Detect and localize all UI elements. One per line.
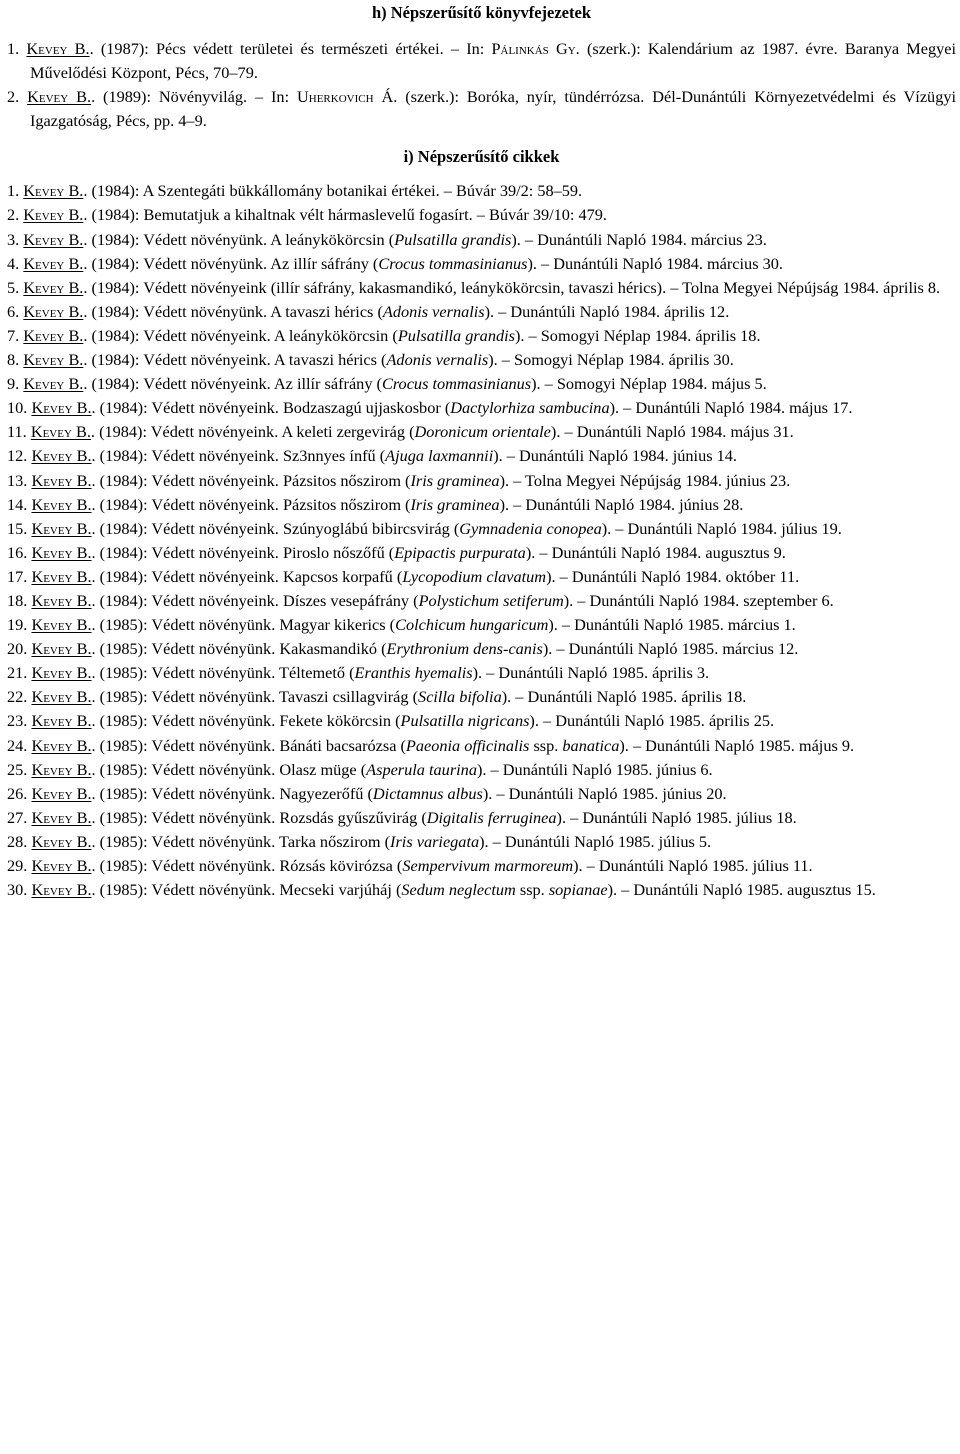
entry-text: (szerk.): Boróka, nyír, tündérrózsa. Dél-Dunántúli Környezetvédelmi és Vízügyi Igazgatóság, Pécs, pp. 4–9. <box>30 87 957 131</box>
entry-text: . (1985): Védett növényünk. Rózsás kövirózsa ( <box>91 856 403 875</box>
entry-text: . (1985): Védett növényünk. Nagyezerőfű ( <box>91 783 373 803</box>
bibliography-entry <box>7 734 956 758</box>
entry-text: . (1985): Védett növényünk. Fekete kökörcsin ( <box>91 711 401 731</box>
bibliography-entry <box>7 348 956 372</box>
bibliography-entry <box>7 782 956 806</box>
bibliography-entry <box>7 37 956 85</box>
entry-number: 11. <box>7 422 27 442</box>
entry-text: . (1984): Bemutatjuk a kihaltnak vélt hármaslevelű fogasírt. – Búvár 39/10: 479. <box>83 205 607 225</box>
editor-name: Uherkovich Á. <box>297 87 398 107</box>
entry-number: 5. <box>7 277 20 297</box>
entry-author: Kevey B. <box>31 807 92 827</box>
entry-number: 2. <box>7 87 20 107</box>
entry-text: ). – Dunántúli Napló 1984. június 28. <box>499 494 744 514</box>
entry-author: Kevey B. <box>23 181 84 201</box>
entry-number: 29. <box>7 856 28 875</box>
bibliography-entry <box>7 709 956 733</box>
entry-text: ). – Somogyi Néplap 1984. április 18. <box>514 325 761 345</box>
entry-text: ). – Dunántúli Napló 1985. április 18. <box>501 687 747 707</box>
species-name: Pulsatilla nigricans <box>400 711 530 731</box>
book-chapter-list <box>7 37 956 133</box>
entry-author: Kevey B. <box>31 494 92 514</box>
entry-text: . (1984): Védett növényünk. Az illír sáfrány ( <box>83 253 379 273</box>
bibliography-entry <box>7 179 956 203</box>
bibliography-entry <box>7 758 956 782</box>
entry-text: ). – Dunántúli Napló 1985. június 20. <box>482 783 727 803</box>
bibliography-entry <box>7 276 956 300</box>
entry-text: ). – Somogyi Néplap 1984. április 30. <box>488 350 734 370</box>
entry-number: 20. <box>7 639 28 659</box>
entry-text: . (1984): Védett növényünk. A leánykökörcsin ( <box>83 229 395 249</box>
species-name: Crocus tommasinianus <box>378 253 528 273</box>
entry-number: 4. <box>7 253 20 273</box>
species-name: Colchicum hungaricum <box>395 615 549 635</box>
entry-text: . (1984): Védett növényeink. A tavaszi hérics ( <box>83 350 387 370</box>
entry-text: ). – Dunántúli Napló 1985. július 11. <box>573 856 813 875</box>
entry-text: . (1985): Védett növényünk. Olasz müge ( <box>91 759 367 779</box>
entry-number: 6. <box>7 301 20 321</box>
entry-author: Kevey B. <box>31 446 92 466</box>
entry-number: 25. <box>7 759 28 779</box>
entry-author: Kevey B. <box>27 87 92 107</box>
entry-author: Kevey B. <box>31 518 92 538</box>
entry-text: . (1985): Védett növényünk. Kakasmandikó ( <box>91 639 387 659</box>
species-name: Dictamnus albus <box>372 783 483 803</box>
entry-text: . (1984): Védett növényeink. Kapcsos korpafű ( <box>91 566 403 586</box>
entry-text: ). – Dunántúli Napló 1985. július 5. <box>479 831 712 851</box>
entry-text: . (1985): Védett növényünk. Magyar kikerics ( <box>91 615 396 635</box>
entry-author: Kevey B. <box>23 229 84 249</box>
species-name: Sempervivum marmoreum <box>402 856 574 875</box>
entry-number: 26. <box>7 783 28 803</box>
species-name: Paeonia officinalis <box>405 735 530 755</box>
species-name: sopianae <box>548 880 608 900</box>
entry-text: . (1984): Védett növényeink. Pázsitos nőszirom ( <box>91 470 411 490</box>
entry-text: ). – Dunántúli Napló 1984. szeptember 6. <box>563 590 834 610</box>
entry-text: ). – Dunántúli Napló 1985. augusztus 15. <box>607 880 876 900</box>
entry-author: Kevey B. <box>23 374 84 394</box>
entry-author: Kevey B. <box>31 398 92 418</box>
entry-author: Kevey B. <box>31 470 92 490</box>
bibliography-entry <box>7 372 956 396</box>
species-name: banatica <box>562 735 620 755</box>
species-name: Iris graminea <box>410 470 500 490</box>
entry-author: Kevey B. <box>26 39 90 58</box>
entry-number: 27. <box>7 807 28 827</box>
entry-number: 1. <box>7 181 20 201</box>
species-name: Polystichum setiferum <box>418 590 564 610</box>
species-name: Epipactis purpurata <box>394 542 526 562</box>
entry-text: ssp. <box>515 880 549 900</box>
species-name: Digitalis ferruginea <box>426 807 557 827</box>
section-heading-books: h) Népszerűsítő könyvfejezetek <box>371 3 592 22</box>
entry-number: 7. <box>7 325 20 345</box>
species-name: Eranthis hyemalis <box>354 663 473 683</box>
entry-text: . (1985): Védett növényünk. Tarka nőszirom ( <box>91 831 391 851</box>
entry-text: . (1984): Védett növényünk. A tavaszi hérics ( <box>83 301 383 321</box>
entry-number: 13. <box>7 470 28 490</box>
entry-author: Kevey B. <box>31 590 92 610</box>
bibliography-entry <box>7 637 956 661</box>
entry-author: Kevey B. <box>23 301 84 321</box>
entry-text: . (1985): Védett növényünk. Mecseki varjúháj ( <box>91 880 402 900</box>
entry-text: ). – Dunántúli Napló 1984. október 11. <box>546 566 800 586</box>
entry-number: 24. <box>7 735 28 755</box>
bibliography-entry <box>7 589 956 613</box>
entry-number: 22. <box>7 687 28 707</box>
entry-text: . (1985): Védett növényünk. Bánáti bacsarózsa ( <box>91 735 406 755</box>
bibliography-entry <box>7 685 956 709</box>
bibliography-entry <box>7 493 956 517</box>
entry-number: 18. <box>7 590 28 610</box>
species-name: Crocus tommasinianus <box>381 374 532 394</box>
entry-author: Kevey B. <box>23 350 84 370</box>
entry-author: Kevey B. <box>30 422 91 442</box>
species-name: Erythronium dens-canis <box>386 639 543 659</box>
entry-text: ssp. <box>529 735 563 755</box>
entry-text: ). – Dunántúli Napló 1985. június 6. <box>476 759 713 779</box>
article-list <box>7 179 956 902</box>
entry-number: 23. <box>7 711 28 731</box>
species-name: Adonis vernalis <box>382 301 485 321</box>
entry-text: . (1984): Védett növényeink. Pázsitos nőszirom ( <box>91 494 411 514</box>
entry-number: 19. <box>7 615 28 635</box>
species-name: Scilla bifolia <box>418 687 502 707</box>
bibliography-entry <box>7 203 956 227</box>
entry-text: ). – Dunántúli Napló 1985. május 9. <box>619 735 855 755</box>
entry-author: Kevey B. <box>23 277 84 297</box>
bibliography-entry <box>7 228 956 252</box>
species-name: Lycopodium clavatum <box>402 566 547 586</box>
entry-text: ). – Dunántúli Napló 1984. március 30. <box>527 253 783 273</box>
entry-number: 8. <box>7 350 20 370</box>
entry-author: Kevey B. <box>31 831 92 851</box>
entry-number: 2. <box>7 205 20 225</box>
entry-text: . (1985): Védett növényünk. Rozsdás gyűszűvirág ( <box>91 807 427 827</box>
bibliography-entry <box>7 613 956 637</box>
species-name: Iris variegata <box>390 831 480 851</box>
species-name: Sedum neglectum <box>401 880 516 900</box>
bibliography-entry <box>7 854 956 878</box>
entry-author: Kevey B. <box>31 711 92 731</box>
entry-text: (szerk.): Kalendárium az 1987. évre. Baranya Megyei Művelődési Központ, Pécs, 70–79. <box>30 39 956 83</box>
entry-number: 14. <box>7 494 28 514</box>
entry-author: Kevey B. <box>23 205 84 225</box>
entry-text: . (1984): Védett növényeink. Bodzaszagú ujjaskosbor ( <box>91 398 451 418</box>
entry-text: . (1984): Védett növényeink. Szúnyoglábú bibircsvirág ( <box>91 518 460 538</box>
bibliography-entry <box>7 517 956 541</box>
bibliography-entry <box>7 324 956 348</box>
entry-author: Kevey B. <box>31 687 92 707</box>
entry-author: Kevey B. <box>31 783 92 803</box>
species-name: Ajuga laxmannii <box>385 446 494 466</box>
entry-author: Kevey B. <box>23 325 84 345</box>
entry-text: . (1989): Növényvilág. – In: <box>91 87 297 107</box>
entry-text: ). – Dunántúli Napló 1985. április 3. <box>472 663 710 683</box>
bibliography-entry <box>7 396 956 420</box>
entry-text: ). – Dunántúli Napló 1984. május 17. <box>609 398 853 418</box>
entry-author: Kevey B. <box>31 639 92 659</box>
entry-author: Kevey B. <box>23 253 84 273</box>
entry-text: ). – Dunántúli Napló 1984. június 14. <box>493 446 737 466</box>
entry-author: Kevey B. <box>31 566 92 586</box>
entry-text: ). – Dunántúli Napló 1984. április 12. <box>484 301 730 321</box>
entry-text: ). – Dunántúli Napló 1984. augusztus 9. <box>525 542 786 562</box>
entry-number: 1. <box>7 39 20 58</box>
species-name: Iris graminea <box>410 494 500 514</box>
entry-author: Kevey B. <box>31 542 92 562</box>
entry-text: . (1984): Védett növényeink. Piroslo nőszőfű ( <box>91 542 395 562</box>
entry-number: 28. <box>7 831 28 851</box>
bibliography-entry <box>7 444 956 468</box>
entry-number: 21. <box>7 663 28 683</box>
species-name: Gymnadenia conopea <box>459 518 602 538</box>
entry-number: 12. <box>7 446 28 466</box>
editor-name: Pálinkás Gy. <box>491 39 580 58</box>
entry-text: . (1984): Védett növényeink (illír sáfrány, kakasmandikó, leánykökörcsin, tavaszi hérics). – Tolna Megyei Népújság 1984. április 8. <box>83 277 941 297</box>
entry-number: 3. <box>7 229 20 249</box>
entry-text: . (1984): A Szentegáti bükkállomány botanikai értékei. – Búvár 39/2: 58–59. <box>83 181 583 201</box>
entry-text: ). – Somogyi Néplap 1984. május 5. <box>531 374 767 394</box>
entry-text: . (1984): Védett növényeink. Az illír sáfrány ( <box>83 374 382 394</box>
bibliography-entry <box>7 830 956 854</box>
entry-text: ). – Dunántúli Napló 1984. május 31. <box>550 422 794 442</box>
entry-number: 17. <box>7 566 28 586</box>
entry-number: 10. <box>7 398 28 418</box>
entry-text: . (1985): Védett növényünk. Tavaszi csillagvirág ( <box>91 687 419 707</box>
species-name: Asperula taurina <box>366 759 477 779</box>
entry-author: Kevey B. <box>31 856 92 875</box>
entry-number: 30. <box>7 880 28 900</box>
bibliography-entry <box>7 420 956 444</box>
species-name: Pulsatilla grandis <box>394 229 512 249</box>
species-name: Adonis vernalis <box>386 350 489 370</box>
entry-author: Kevey B. <box>31 615 92 635</box>
entry-text: . (1984): Védett növényeink. Díszes vesepáfrány ( <box>91 590 419 610</box>
entry-number: 9. <box>7 374 20 394</box>
entry-number: 16. <box>7 542 28 562</box>
bibliography-entry <box>7 85 956 133</box>
entry-author: Kevey B. <box>31 759 92 779</box>
bibliography-entry <box>7 300 956 324</box>
bibliography-entry <box>7 878 956 902</box>
entry-text: ). – Tolna Megyei Népújság 1984. június 23. <box>499 470 791 490</box>
entry-author: Kevey B. <box>31 663 92 683</box>
species-name: Doronicum orientale <box>414 422 551 442</box>
bibliography-entry <box>7 806 956 830</box>
bibliography-entry <box>7 252 956 276</box>
bibliography-entry <box>7 541 956 565</box>
bibliography-entry <box>7 469 956 493</box>
entry-text: . (1984): Védett növényeink. A keleti zergevirág ( <box>90 422 415 442</box>
entry-author: Kevey B. <box>31 880 92 900</box>
species-name: Pulsatilla grandis <box>397 325 515 345</box>
entry-text: . (1985): Védett növényünk. Téltemető ( <box>91 663 355 683</box>
entry-text: ). – Dunántúli Napló 1985. április 25. <box>529 711 775 731</box>
bibliography-entry <box>7 661 956 685</box>
bibliography-entry <box>7 565 956 589</box>
section-heading-articles: i) Népszerűsítő cikkek <box>403 147 560 167</box>
entry-text: ). – Dunántúli Napló 1985. július 18. <box>556 807 797 827</box>
species-name: Dactylorhiza sambucina <box>450 398 610 418</box>
entry-text: ). – Dunántúli Napló 1984. március 23. <box>511 229 767 249</box>
entry-number: 15. <box>7 518 28 538</box>
entry-text: . (1987): Pécs védett területei és természeti értékei. – In: <box>89 39 492 58</box>
entry-text: ). – Dunántúli Napló 1985. március 12. <box>542 639 799 659</box>
entry-text: . (1984): Védett növényeink. Sz3nnyes ínfű ( <box>91 446 386 466</box>
entry-text: ). – Dunántúli Napló 1985. március 1. <box>548 615 796 635</box>
entry-text: ). – Dunántúli Napló 1984. július 19. <box>601 518 842 538</box>
entry-author: Kevey B. <box>31 735 92 755</box>
entry-text: . (1984): Védett növényeink. A leánykökörcsin ( <box>83 325 398 345</box>
